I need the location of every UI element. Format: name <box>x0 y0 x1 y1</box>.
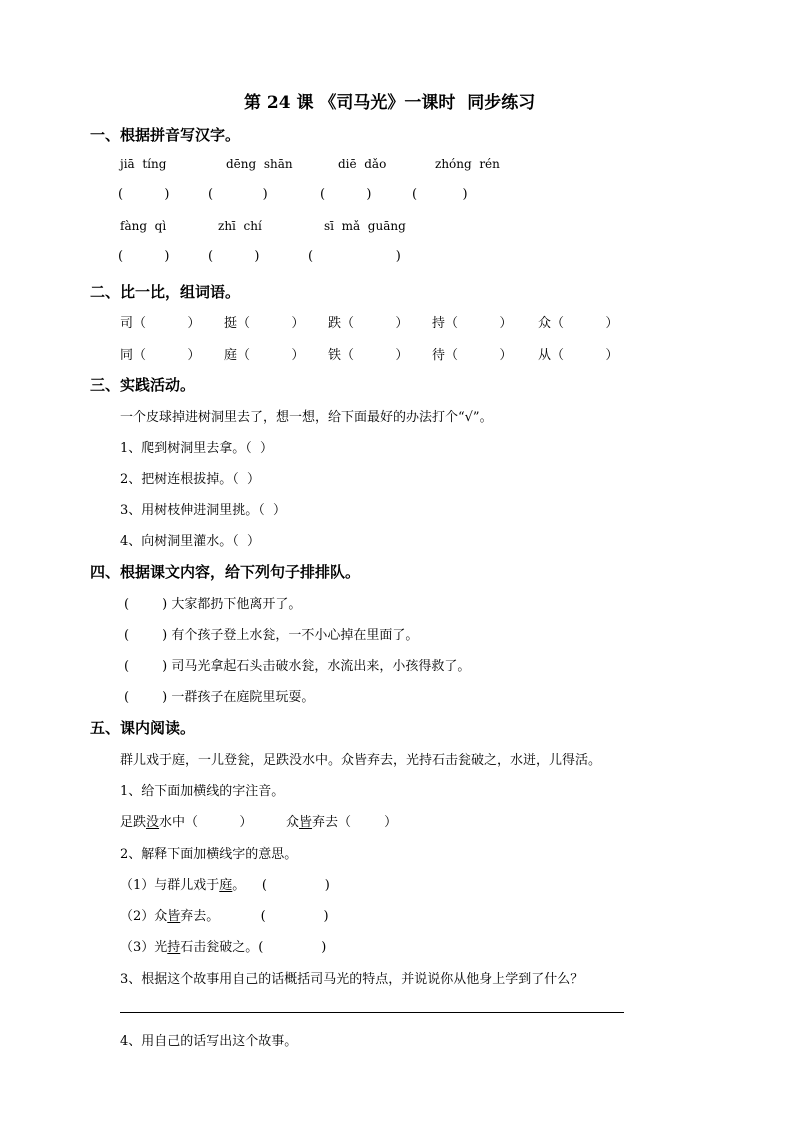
compare-item[interactable]: 庭（ ） <box>224 348 305 363</box>
answer-blank[interactable]: ( ) <box>320 187 372 202</box>
ordering-item[interactable]: ( ) 一群孩子在庭院里玩耍。 <box>124 690 315 705</box>
question-3: 3、根据这个故事用自己的话概括司马光的特点，并说说你从他身上学到了什么？ <box>120 972 584 987</box>
answer-blank[interactable]: ( ) <box>118 249 170 264</box>
reading-passage: 群儿戏于庭，一儿登瓮，足跌没水中。众皆弃去，光持石击瓮破之，水迸，儿得活。 <box>120 753 602 768</box>
q1-item-b-blank: 弃去（ ） <box>312 815 398 830</box>
compare-item[interactable]: 挺（ ） <box>224 316 305 331</box>
underlined-char: 持 <box>167 940 181 955</box>
compare-item[interactable]: 待（ ） <box>432 348 513 363</box>
answer-blank[interactable]: ( ) <box>118 187 170 202</box>
ordering-item[interactable]: ( ) 有个孩子登上水瓮，一不小心掉在里面了。 <box>124 628 419 643</box>
ordering-item[interactable]: ( ) 大家都扔下他离开了。 <box>124 597 302 612</box>
compare-item[interactable]: 众（ ） <box>538 316 619 331</box>
section-5-heading: 五、课内阅读。 <box>90 719 196 737</box>
q2-item[interactable] <box>120 905 329 924</box>
pinyin-item: diē dǎo <box>338 157 387 171</box>
pinyin-item: fàng qì <box>120 219 167 233</box>
q1-item-a[interactable] <box>120 811 252 830</box>
pinyin-item: dēng shān <box>226 157 293 171</box>
answer-blank[interactable]: ( ) <box>308 249 401 264</box>
underlined-char: 皆 <box>167 909 181 924</box>
section-1-heading: 一、根据拼音写汉字。 <box>90 126 241 144</box>
compare-item[interactable]: 持（ ） <box>432 316 513 331</box>
section-3-heading: 三、实践活动。 <box>90 376 196 394</box>
question-4: 4、用自己的话写出这个故事。 <box>120 1034 298 1049</box>
pinyin-item: sī mǎ guāng <box>324 219 406 233</box>
page-title: 第 24 课 《司马光》一课时 同步练习 <box>244 93 536 113</box>
section-2-heading: 二、比一比，组词语。 <box>90 283 241 301</box>
compare-item[interactable]: 同（ ） <box>120 348 201 363</box>
activity-option[interactable]: 4、向树洞里灌水。（ ） <box>120 534 261 549</box>
q2-item-pre: （1）与群儿戏于 <box>120 878 220 893</box>
activity-option[interactable]: 2、把树连根拔掉。（ ） <box>120 472 261 487</box>
answer-blank[interactable]: ( ) <box>412 187 468 202</box>
q2-item[interactable] <box>120 874 330 893</box>
activity-option[interactable]: 3、用树枝伸进洞里挑。（ ） <box>120 503 287 518</box>
q2-item[interactable] <box>120 936 326 955</box>
compare-item[interactable]: 铁（ ） <box>328 348 409 363</box>
pinyin-item: zhóng rén <box>435 157 500 171</box>
answer-line[interactable] <box>120 1012 624 1013</box>
q2-item-blank: 弃去。 ( ) <box>180 909 329 924</box>
underlined-char: 皆 <box>299 815 313 830</box>
pinyin-item: jiā tíng <box>120 157 167 171</box>
q2-item-pre: （3）光 <box>120 940 168 955</box>
q1-item-a-blank: 水中（ ） <box>159 815 253 830</box>
q1-item-b[interactable] <box>286 811 397 830</box>
q2-item-blank: 石击瓮破之。( ) <box>180 940 327 955</box>
pinyin-item: zhī chí <box>218 219 262 233</box>
section-4-heading: 四、根据课文内容，给下列句子排排队。 <box>90 563 361 581</box>
underlined-char: 庭 <box>219 878 233 893</box>
activity-option[interactable]: 1、爬到树洞里去拿。（ ） <box>120 441 274 456</box>
compare-item[interactable]: 司（ ） <box>120 316 201 331</box>
compare-item[interactable]: 从（ ） <box>538 348 619 363</box>
answer-blank[interactable]: ( ) <box>208 187 268 202</box>
question-2: 2、解释下面加横线字的意思。 <box>120 847 298 862</box>
ordering-item[interactable]: ( ) 司马光拿起石头击破水瓮，水流出来，小孩得救了。 <box>124 659 471 674</box>
activity-intro: 一个皮球掉进树洞里去了，想一想，给下面最好的办法打个“√”。 <box>120 410 493 425</box>
q1-item-a-pre: 足跌 <box>120 815 147 830</box>
underlined-char: 没 <box>146 815 160 830</box>
compare-item[interactable]: 跌（ ） <box>328 316 409 331</box>
q2-item-pre: （2）众 <box>120 909 168 924</box>
q1-item-b-pre: 众 <box>286 815 300 830</box>
answer-blank[interactable]: ( ) <box>208 249 260 264</box>
q2-item-blank: 。 ( ) <box>232 878 330 893</box>
question-1: 1、给下面加横线的字注音。 <box>120 784 285 799</box>
